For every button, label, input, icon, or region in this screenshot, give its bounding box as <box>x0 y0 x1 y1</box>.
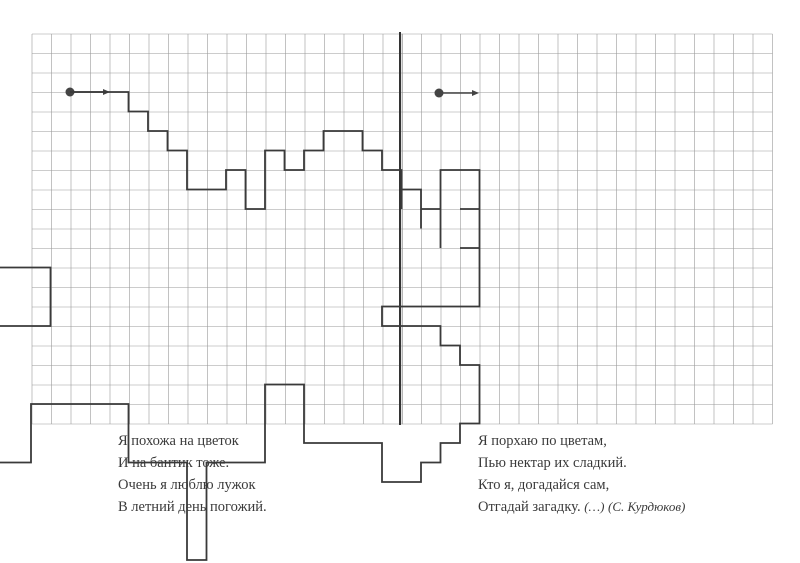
poem-line: И на бантик тоже. <box>118 455 230 471</box>
start-arrow-head <box>472 90 479 96</box>
poem-line-text: Отгадай загадку. <box>478 499 581 515</box>
poem-line-last <box>478 496 685 518</box>
poem-author: (С. Курдюков) <box>608 499 686 514</box>
poem-line: Очень я люблю лужок <box>118 477 256 493</box>
poem-line: Кто я, догадайся сам, <box>478 477 610 493</box>
right-start-marker <box>435 89 480 98</box>
poem-line: В летний день погожий. <box>118 499 267 515</box>
answer-blank: (…) <box>584 499 605 514</box>
poem-line: Я похожа на цветок <box>118 433 239 449</box>
poem-left <box>118 430 267 518</box>
poem-line: Я порхаю по цветам, <box>478 433 607 449</box>
poem-right <box>478 430 685 518</box>
poem-line: Пью нектар их сладкий. <box>478 455 627 471</box>
